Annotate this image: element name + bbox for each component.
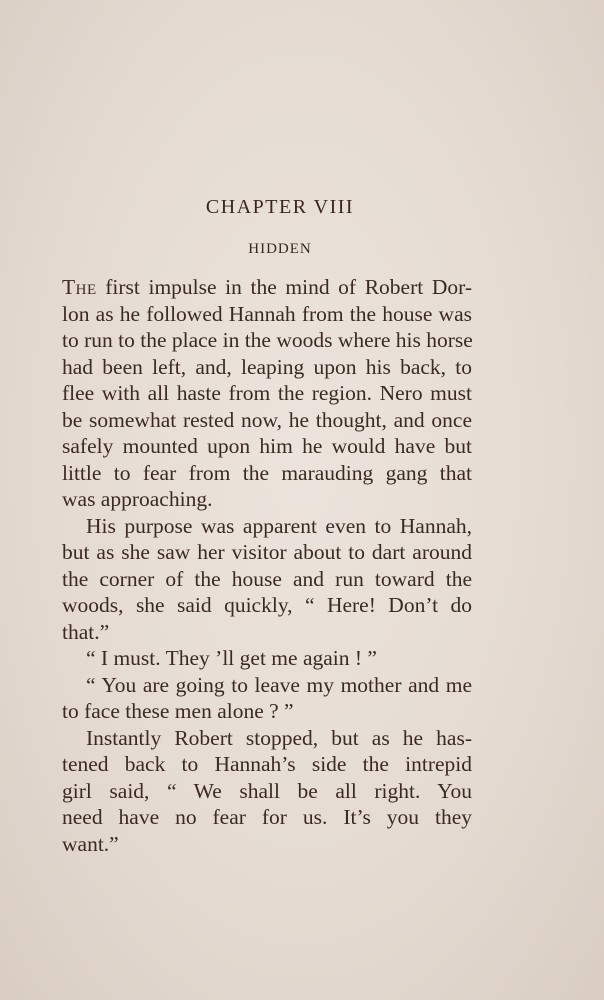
text-line [62, 274, 472, 301]
text-line: little to fear from the marauding gang that [62, 460, 472, 485]
text-line: want.” [62, 831, 119, 856]
text-line: tened back to Hannah’s side the intrepid [62, 752, 472, 776]
text-line: girl said, “ We shall be all right. You [62, 778, 472, 803]
text-line: “ I must. They ’ll get me again ! ” [86, 646, 377, 670]
text-line: the corner of the house and run toward the [62, 566, 472, 591]
opening-word: The [62, 275, 97, 299]
body-text [62, 274, 472, 857]
text-line: was approaching. [62, 487, 213, 511]
text-line: woods, she said quickly, “ Here! Don’t do [62, 593, 472, 617]
text-line: to face these men alone ? ” [62, 699, 294, 723]
text-line: had been left, and, leaping upon his back, to [62, 354, 472, 379]
text-line: but as she saw her visitor about to dart around [62, 540, 472, 564]
text-line: His purpose was apparent even to Hannah, [86, 513, 472, 538]
text-line: “ You are going to leave my mother and me [86, 672, 472, 697]
text-line-1: first impulse in the mind of Robert Dor- [96, 275, 472, 299]
chapter-title: CHAPTER VIII [205, 196, 355, 218]
text-line: Instantly Robert stopped, but as he has- [86, 725, 472, 750]
text-line: safely mounted upon him he would have but [62, 434, 472, 458]
chapter-subtitle: HIDDEN [248, 241, 312, 257]
text-line: be somewhat rested now, he thought, and once [62, 407, 472, 432]
text-line: that.” [62, 619, 110, 644]
text-line: to run to the place in the woods where his horse [62, 328, 473, 352]
text-line: flee with all haste from the region. Nero must [62, 381, 472, 405]
text-line: lon as he followed Hannah from the house was [62, 301, 472, 326]
text-line: need have no fear for us. It’s you they [62, 805, 472, 829]
